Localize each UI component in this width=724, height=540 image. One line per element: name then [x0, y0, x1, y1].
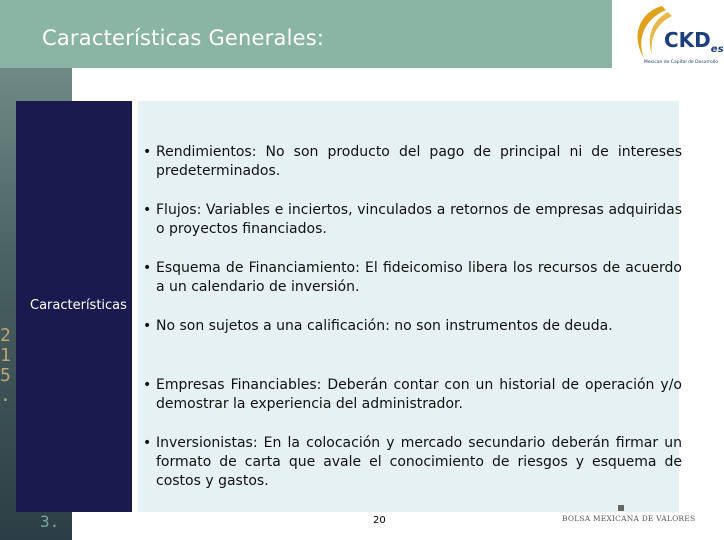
- strip-digit: 1: [0, 345, 11, 366]
- bullet-item: [143, 317, 682, 336]
- bullet-icon: •: [143, 318, 152, 334]
- bullet-item: [143, 434, 682, 491]
- logo-tagline: Mexican de Capital de Desarrollo: [643, 60, 718, 65]
- slide-title: Características Generales:: [42, 26, 325, 50]
- section-label: Características: [30, 298, 127, 313]
- bullet-icon: •: [143, 202, 152, 218]
- bullet-text: Empresas Financiables: Deberán contar con un historial de operación y/o demostrar la experiencia del administrador.: [156, 377, 682, 412]
- bullet-text: Esquema de Financiamiento: El fideicomiso libera los recursos de acuerdo a un calendario de inversión.: [156, 260, 682, 295]
- page-number: 20: [373, 515, 386, 526]
- bullet-icon: •: [143, 377, 152, 393]
- bullet-icon: •: [143, 260, 152, 276]
- strip-digits-bottom: 3.: [40, 512, 60, 531]
- content-panel: [138, 101, 682, 512]
- bullet-text: Inversionistas: En la colocación y mercado secundario deberán firmar un formato de carta que avale el conocimiento de riesgos y esquema de costos y gastos.: [156, 435, 682, 489]
- title-bar: [0, 0, 612, 68]
- logo-text: [664, 28, 724, 55]
- logo-suffix: es: [710, 44, 724, 55]
- logo-brand: CKD: [664, 28, 711, 52]
- bullet-text: No son sujetos a una calificación: no son instrumentos de deuda.: [156, 318, 613, 334]
- bullet-item: [143, 376, 682, 414]
- bullet-icon: •: [143, 144, 152, 160]
- strip-digit: .: [0, 385, 11, 406]
- bullet-text: Flujos: Variables e inciertos, vinculados a retornos de empresas adquiridas o proyectos financiados.: [156, 202, 682, 237]
- bmv-mark-icon: [618, 505, 624, 511]
- section-label-panel: [16, 101, 132, 512]
- bullet-item: [143, 201, 682, 239]
- footer-org-logo: BOLSA MEXICANA DE VALORES: [562, 514, 696, 523]
- bullet-item: [143, 143, 682, 181]
- strip-digit: 5: [0, 365, 11, 386]
- bullet-icon: •: [143, 435, 152, 451]
- bullet-text: Rendimientos: No son producto del pago de principal ni de intereses predeterminados.: [156, 144, 682, 179]
- strip-digit: 2: [0, 325, 11, 346]
- logo: [612, 0, 724, 68]
- bullet-item: [143, 259, 682, 297]
